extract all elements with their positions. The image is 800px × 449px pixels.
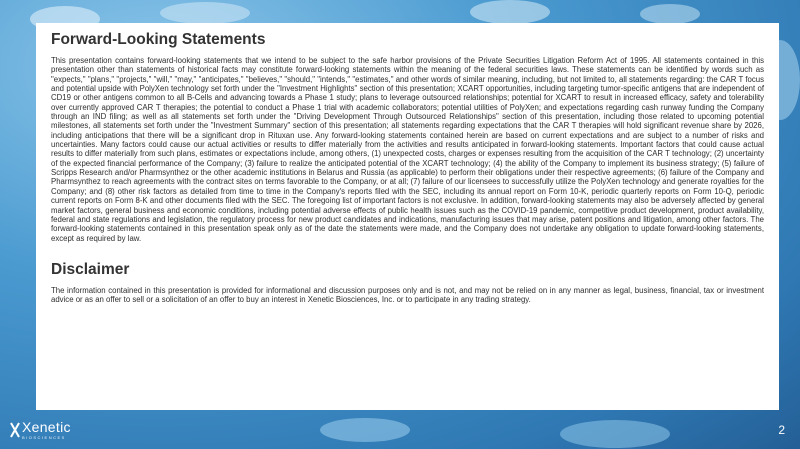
background-blob <box>640 4 700 24</box>
company-logo <box>10 420 71 444</box>
logo-name: Xenetic <box>22 419 71 435</box>
background-blob <box>470 0 550 24</box>
background-blob <box>560 420 670 448</box>
forward-looking-heading: Forward-Looking Statements <box>51 31 266 48</box>
disclaimer-heading: Disclaimer <box>51 260 130 278</box>
content-panel <box>36 23 779 410</box>
xenetic-logo-icon <box>10 422 20 438</box>
disclaimer-body: The information contained in this presentation is provided for informational and discussion purposes only and is not, and may not be relied on in any manner as legal, business, financial, tax or investment advice or as an offer to sell or a solicitation of an offer to buy an interest in Xenetic Biosciences, Inc. or to participate in any trading strategy. <box>51 285 764 305</box>
background-blob <box>160 2 250 24</box>
background-blob <box>320 418 410 442</box>
forward-looking-body: This presentation contains forward-looking statements that we intend to be subject to the safe harbor provisions of the Private Securities Litigation Reform Act of 1995. All statements contained in this presentation other than statements of historical facts may constitute forward-looking statements within the meaning of the federal securities laws. These statements can be identified by words such as "expects," "plans," "projects," "will," "may," "anticipates," "believes," "should," "intends," "estimates," and other words of similar meaning, including, but not limited to, all statements regarding: the CAR T focus and potential upside with PolyXen technology set forth under the "Investment Highlights" section of this presentation; XCART opportunities, including targeting tumor-specific antigens that are independent of CD19 or other antigens common to all B-Cells and advancing towards a Phase 1 study; plans to leverage outsourced relationships; potential for XCART to result in increased efficacy, safety and tolerability over currently approved CAR T therapies; the potential to conduct a Phase 1 trial with academic collaborators; potential utilities of PolyXen; and expectations regarding cash runway funding the Company through an IND filing; as well as all statements set forth under the "Driving Development Through Outsourced Relationships" section of this presentation, including those related to upcoming potential milestones, all statements set forth under the "Investment Summary" section of this presentation; all statements regarding expectations that the CAR T therapies will hold significant revenue share by 2026, including anticipations that there will be a significant drop in Rituxan use. Any forward-looking statements contained herein are based on current expectations and are subject to a number of risks and uncertainties. Many factors could cause our actual activities or results to differ materially from the activities and results anticipated in forward-looking statements. Important factors that could cause actual results to differ materially from such plans, estimates or expectations include, among others, (1) unexpected costs, charges or expenses resulting from the acquisition of the CAR T technology; (2) uncertainty of the expected financial performance of the Company; (3) failure to realize the anticipated potential of the XCART technology; (4) the ability of the Company to implement its business strategy; (5) failure of Scripps Research and/or Pharmsynthez or the other academic institutions in Belarus and Russia (as applicable) to perform their obligations under their respective agreements; (6) failure of the Company and Pharmsynthez to reach agreements with the contract sites on terms favorable to the Company, or at all; (7) failure of our licensees to successfully utilize the PolyXen technology and generate royalties for the Company; and (8) other risk factors as detailed from time to time in the Company's reports filed with the SEC, including its annual report on Form 10-K, periodic quarterly reports on Form 10-Q, periodic current reports on Form 8-K and other documents filed with the SEC. The foregoing list of important factors is not exclusive. In addition, forward-looking statements may also be adversely affected by general market factors, general business and economic conditions, including potential adverse effects of public health issues such as the COVID-19 pandemic, competitive product development, product availability, federal and state regulations and legislation, the regulatory process for new product candidates and indications, manufacturing issues that may arise, patent positions and litigation, among other factors. The forward-looking statements contained in this presentation speak only as of the date the statements were made, and the Company does not undertake any obligation to update forward-looking statements, except as required by law. <box>51 56 764 243</box>
page-number: 2 <box>778 423 785 437</box>
logo-tagline: BIOSCIENCES <box>22 435 66 440</box>
